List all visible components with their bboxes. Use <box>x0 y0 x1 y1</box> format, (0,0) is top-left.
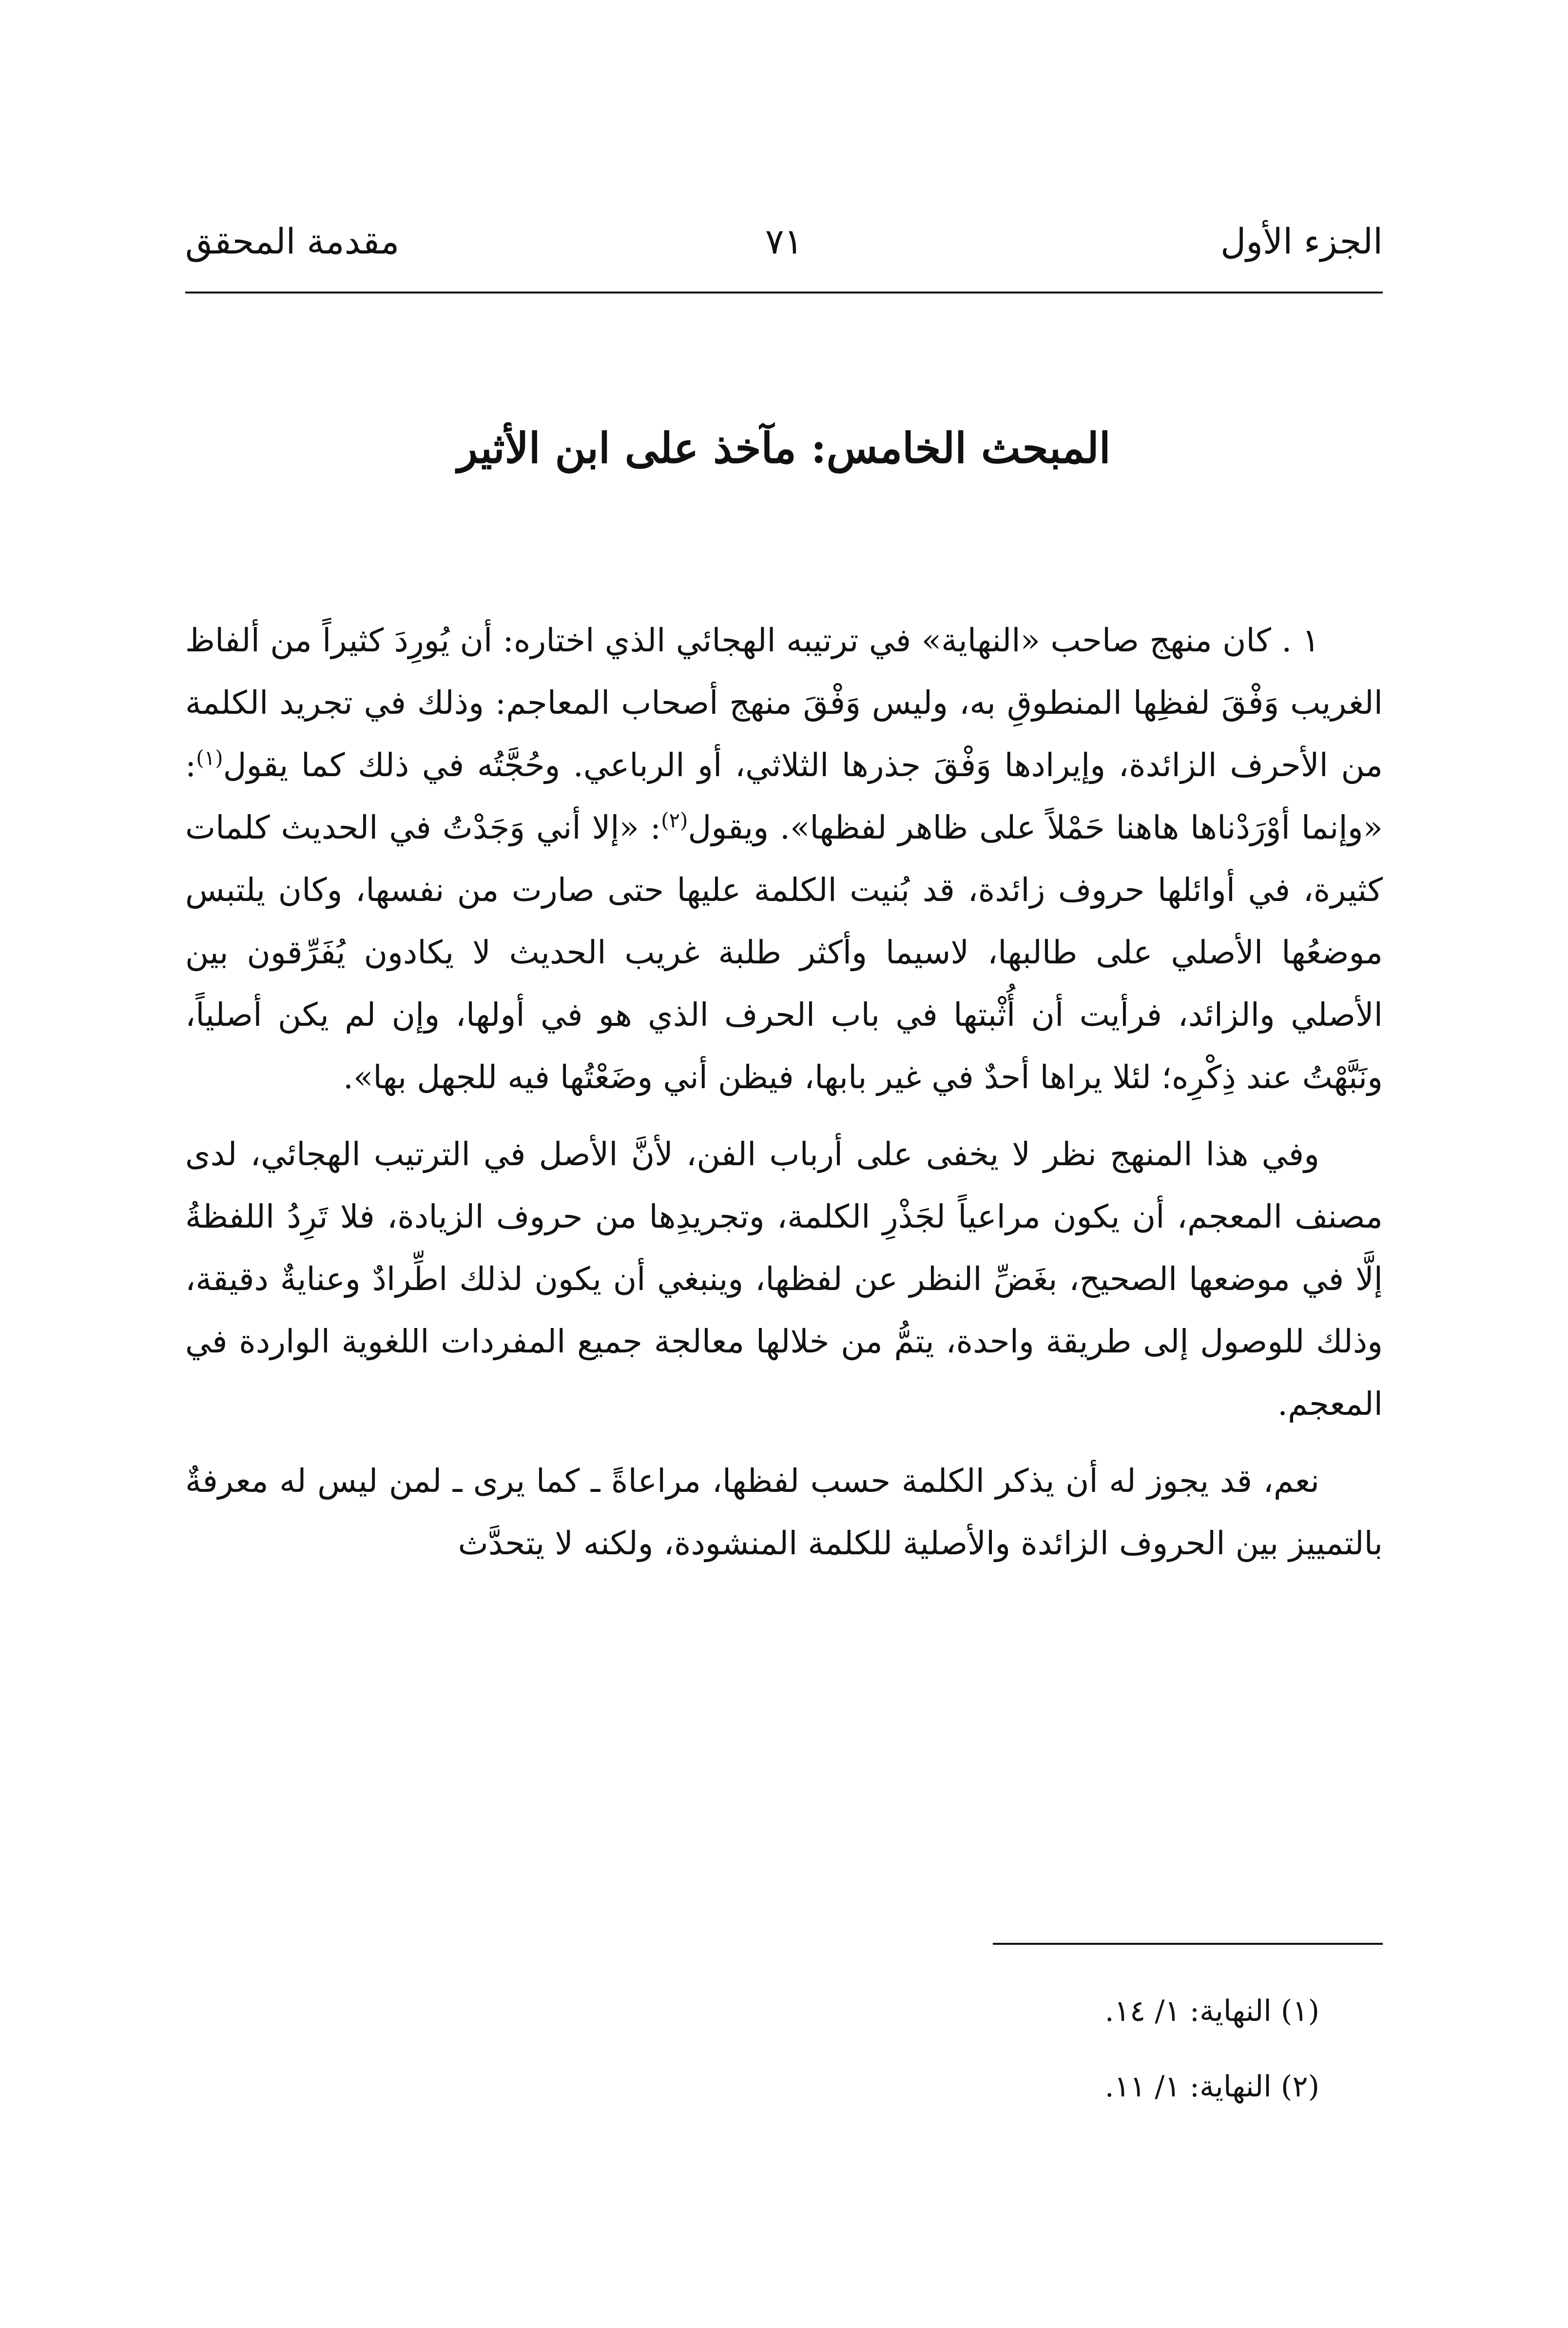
section-title: المبحث الخامس: مآخذ على ابن الأثير <box>457 424 1111 473</box>
volume-label: الجزء الأول <box>1220 221 1383 262</box>
page-number: ٧١ <box>765 221 803 262</box>
footnotes <box>185 1984 1383 2135</box>
header-divider <box>185 292 1383 293</box>
chapter-label: مقدمة المحقق <box>185 221 400 262</box>
paragraph-1 <box>185 609 1383 1109</box>
paragraph-1-part-a: ١ . كان منهج صاحب «النهاية» في ترتيبه الهجائي الذي اختاره: أن يُورِدَ كثيراً من ألفاظ الغريب وَفْقَ لفظِها المنطوقِ به، وليس وَفْقَ منهج أصحاب المعاجم: وذلك في تجريد الكلمة من الأحرف الزائدة، وإيرادها وَفْقَ جذرها الثلاثي، أو الرباعي. وحُجَّتُه في ذلك كما يقول <box>185 622 1383 784</box>
footnote-divider <box>993 1943 1383 1945</box>
running-header <box>185 215 1383 278</box>
footnote-ref-1: (١) <box>196 746 223 770</box>
footnote-ref-2: (٢) <box>661 808 688 832</box>
paragraph-2: وفي هذا المنهج نظر لا يخفى على أرباب الفن، لأنَّ الأصل في الترتيب الهجائي، لدى مصنف المعجم، أن يكون مراعياً لجَذْرِ الكلمة، وتجريدِها من حروف الزيادة، فلا تَرِدُ اللفظةُ إلَّا في موضعها الصحيح، بغَضِّ النظر عن لفظها، وينبغي أن يكون لذلك اطِّرادٌ وعنايةٌ دقيقة، وذلك للوصول إلى طريقة واحدة، يتمُّ من خلالها معالجة جميع المفردات اللغوية الواردة في المعجم. <box>185 1135 1383 1423</box>
footnote-1: (١) النهاية: ١/ ١٤. <box>1104 1994 1319 2028</box>
paragraph-3: نعم، قد يجوز له أن يذكر الكلمة حسب لفظها، مراعاةً ـ كما يرى ـ لمن ليس له معرفةٌ بالتمييز بين الحروف الزائدة والأصلية للكلمة المنشودة، ولكنه لا يتحدَّث <box>185 1462 1383 1562</box>
paragraph-1-part-c: : «إلا أني وَجَدْتُ في الحديث كلمات كثيرة، في أوائلها حروف زائدة، قد بُنيت الكلمة عليها حتى صارت من نفسها، وكان يلتبس موضعُها الأصلي على طالبها، لاسيما وأكثر طلبة غريب الحديث لا يكادون يُفَرِّقون بين الأصلي والزائد، فرأيت أن أُثْبتها في باب الحرف الذي هو في أولها، وإن لم يكن أصلياً، ونَبَّهْتُ عند ذِكْرِه؛ لئلا يراها أحدٌ في غير بابها، فيظن أني وضَعْتُها فيه للجهل بها». <box>185 809 1383 1096</box>
paragraph-1-part-b: : «وإنما أوْرَدْناها هاهنا حَمْلاً على ظاهر لفظها». ويقول <box>185 746 1383 846</box>
footnote-2: (٢) النهاية: ١/ ١١. <box>1104 2070 1319 2104</box>
body-text <box>185 609 1383 1589</box>
